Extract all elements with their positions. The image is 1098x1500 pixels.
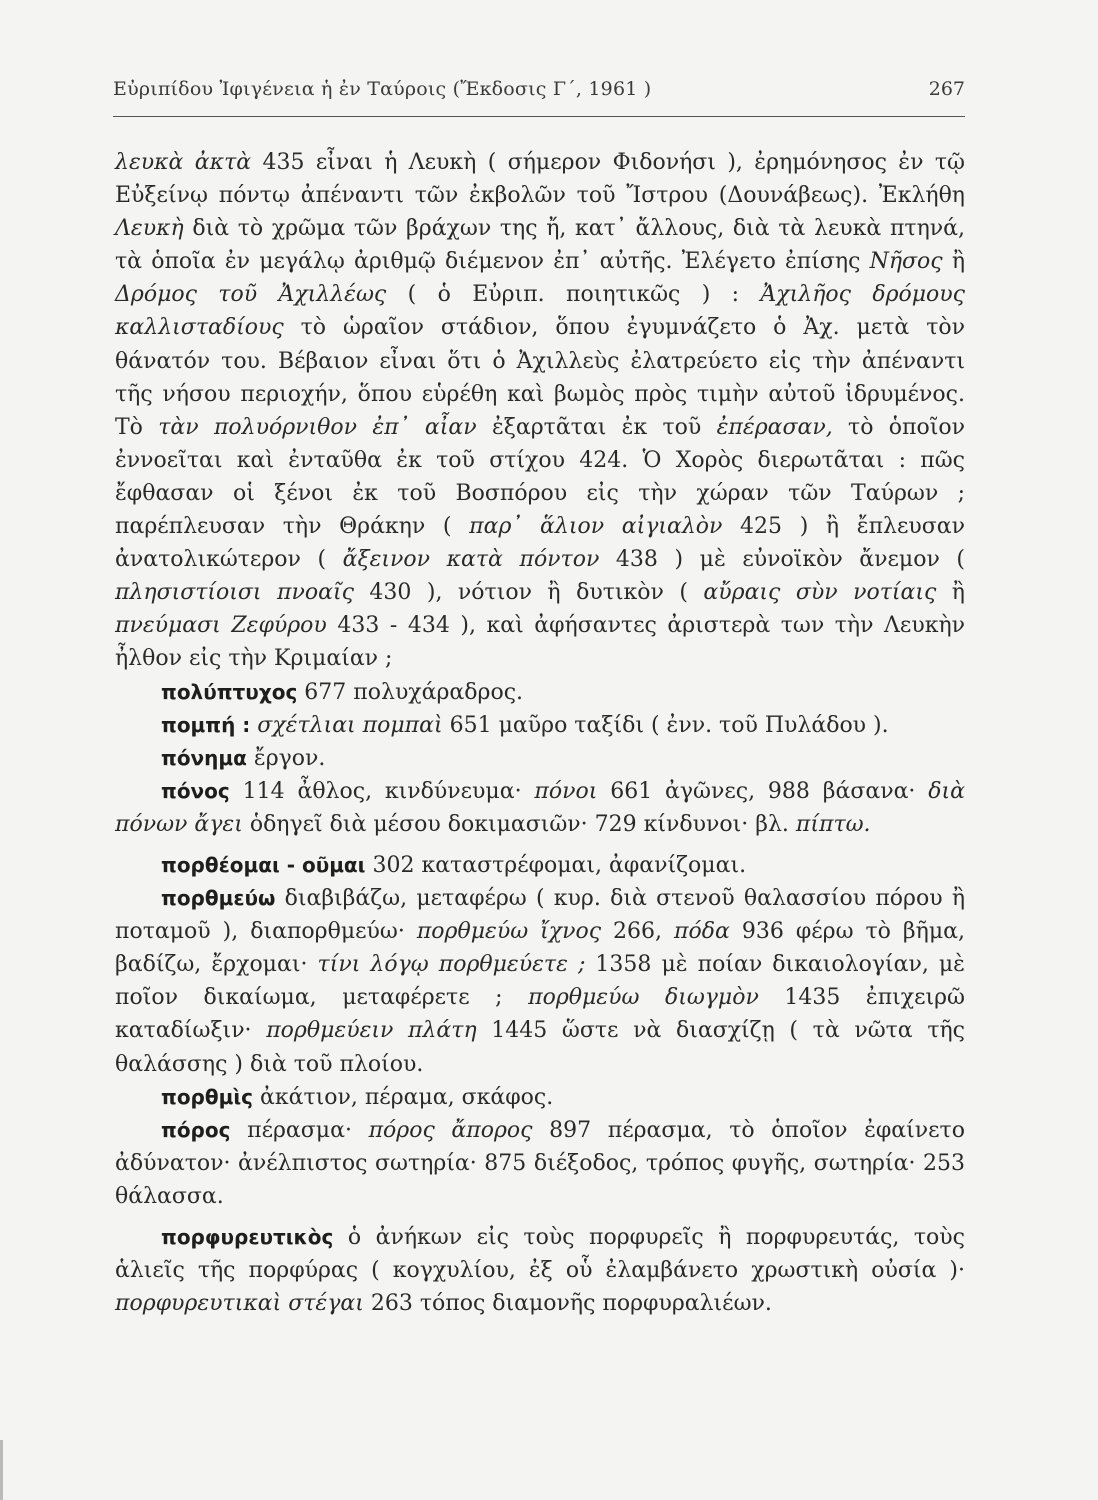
intro-text: αὔραις σὺν νοτίαις xyxy=(703,580,937,606)
intro-text: 438 ) μὲ εὐνοϊκὸν ἄνεμον ( xyxy=(599,547,965,573)
entry-headword: πορφυρευτικὸς xyxy=(161,1225,334,1249)
entry-text: σχέτλιαι πομπαὶ xyxy=(257,712,443,738)
entry-headword: πορθμὶς xyxy=(161,1084,253,1109)
entry-portheomai xyxy=(115,849,965,882)
entry-headword: πόνημα xyxy=(161,745,247,770)
entry-porthmis xyxy=(115,1081,965,1114)
entry-text: 263 τόπος διαμονῆς πορφυραλιέων. xyxy=(363,1291,772,1317)
entry-text: ὁ ἀνήκων εἰς τοὺς πορφυρεῖς ἢ πορφυρευτάς, τοὺς ἁλιεῖς τῆς πορφύρας ( κογχυλίου, ἐξ οὗ ἐλαμβάνετο χρωστικὴ οὐσία )· xyxy=(115,1225,965,1284)
glossary-body xyxy=(115,146,965,1320)
intro-text: διὰ τὸ χρῶμα τῶν βράχων της ἤ, κατ᾽ ἄλλους, διὰ τὰ λευκὰ πτηνά, τὰ ὁποῖα ἐν μεγάλῳ ἀριθμῷ διέμενον ἐπ᾽ αὐτῆς. Ἐλέγετο ἐπίσης xyxy=(115,216,965,275)
entry-text: ἔργον. xyxy=(246,745,326,771)
intro-text: Λευκὴ xyxy=(115,216,184,242)
entry-text: 661 ἀγῶνες, 988 βάσανα· xyxy=(597,778,929,804)
intro-paragraph xyxy=(115,146,965,676)
entry-ponima xyxy=(115,742,965,775)
entry-text: πορθμεύειν πλάτη xyxy=(266,1018,477,1044)
entry-text: πορθμεύω ἴχνος xyxy=(416,919,602,945)
intro-text: ἢ xyxy=(942,249,965,275)
intro-text: ἄξεινον κατὰ πόντον xyxy=(342,547,600,573)
intro-text: Νῆσος xyxy=(869,249,943,275)
intro-text: λευκὰ ἀκτὰ xyxy=(115,150,252,175)
intro-text: Δρόμος τοῦ Ἀχιλλέως xyxy=(115,282,387,308)
entry-porthmevo xyxy=(115,882,965,1081)
entry-poros xyxy=(115,1114,965,1213)
entry-text: 302 καταστρέφομαι, ἀφανίζομαι. xyxy=(365,852,747,878)
entry-text: πίπτω. xyxy=(795,811,871,837)
entry-headword: πορθμεύω xyxy=(161,886,276,911)
entry-headword: πόνος xyxy=(161,778,230,803)
entry-headword: πομπή : xyxy=(161,712,251,737)
page-number: 267 xyxy=(928,78,965,100)
intro-text: ἐξαρτᾶται ἐκ τοῦ xyxy=(476,414,717,440)
entry-polyptychos xyxy=(115,676,965,709)
intro-text: πλησιστίοισι πνοαῖς xyxy=(115,580,354,606)
scan-edge-mark xyxy=(0,1440,3,1500)
entry-text: πορθμεύω διωγμὸν xyxy=(528,985,759,1011)
entry-text: πόδα xyxy=(674,919,730,945)
intro-text: ( ὁ Εὐριπ. ποιητικῶς ) : xyxy=(386,282,761,308)
header-title: Εὐριπίδου Ἰφιγένεια ἡ ἐν Ταύροις (Ἔκδοσις Γ΄, 1961 ) xyxy=(113,78,652,100)
entry-ponos xyxy=(115,775,965,841)
intro-text: παρ᾽ ἅλιον αἰγιαλὸν xyxy=(469,514,723,540)
entry-text: πορφυρευτικαὶ στέγαι xyxy=(115,1291,364,1317)
intro-text: ἐπέρασαν, xyxy=(716,414,833,440)
header-rule xyxy=(113,116,965,117)
entry-text: πόρος ἄπορος xyxy=(368,1117,533,1143)
entry-text: 1358 μὲ ποίαν δικαιολογίαν, μὲ ποῖον δικαίωμα, μεταφέρετε ; xyxy=(115,952,965,1011)
entry-headword: πόρος xyxy=(161,1117,231,1142)
entry-text: 651 μαῦρο ταξίδι ( ἐνν. τοῦ Πυλάδου ). xyxy=(442,712,889,738)
intro-text: πνεύμασι Ζεφύρου xyxy=(115,613,327,639)
intro-text: 433 - 434 ), καὶ ἀφήσαντες ἀριστερὰ των τὴν Λευκὴν ἦλθον εἰς τὴν Κριμαίαν ; xyxy=(115,613,965,672)
entry-text: 1435 ἐπιχειρῶ καταδίωξιν· xyxy=(115,985,966,1044)
entry-text: τίνι λόγῳ πορθμεύετε ; xyxy=(317,952,586,978)
intro-text: 425 ) ἢ ἔπλευσαν ἀνατολικώτερον ( xyxy=(115,514,965,573)
entry-text: διαβιβάζω, μεταφέρω ( κυρ. διὰ στενοῦ θαλασσίου πόρου ἢ ποταμοῦ ), διαπορθμεύω· xyxy=(115,886,965,945)
entry-text: πέρασμα· xyxy=(230,1117,369,1143)
entry-text: 266, xyxy=(601,919,675,945)
intro-text: τὸ ὡραῖον στάδιον, ὅπου ἐγυμνάζετο ὁ Ἀχ. μετὰ τὸν θάνατόν του. Βέβαιον εἶναι ὅτι ὁ Ἀχιλλεὺς ἐλατρεύετο εἰς τὴν ἀπέναντι τῆς νήσου περιοχήν, ὅπου εὑρέθη καὶ βωμὸς πρὸς τιμὴν αὐτοῦ ἱδρυμένος. Τὸ xyxy=(115,315,965,440)
entry-pompi xyxy=(115,709,965,742)
entry-headword: πορθέομαι - οῦμαι xyxy=(161,852,366,877)
intro-text: τὸ ὁποῖον ἐννοεῖται καὶ ἐνταῦθα ἐκ τοῦ στίχου 424. Ὁ Χορὸς διερωτᾶται : πῶς ἔφθασαν οἱ ξένοι ἐκ τοῦ Βοσπόρου εἰς τὴν χώραν τῶν Ταύρων ; παρέπλευσαν τὴν Θράκην ( xyxy=(115,414,965,540)
entry-text: ὁδηγεῖ διὰ μέσου δοκιμασιῶν· 729 κίνδυνοι· βλ. xyxy=(242,811,796,837)
running-header xyxy=(113,78,965,108)
intro-text: τὰν πολυόρνιθον ἐπ᾽ αἶαν xyxy=(158,414,477,440)
intro-text: 435 εἶναι ἡ Λευκὴ ( σήμερον Φιδονήσι ), ἐρημόνησος ἐν τῷ Εὐξείνῳ πόντῳ ἀπέναντι τῶν ἐκβολῶν τοῦ Ἴστρου (Δουνάβεως). Ἐκλήθη xyxy=(115,150,965,209)
entry-porfyreftikos xyxy=(115,1221,965,1320)
entry-text: 114 ἆθλος, κινδύνευμα· xyxy=(229,778,535,804)
entry-text: ἀκάτιον, πέραμα, σκάφος. xyxy=(252,1084,554,1110)
intro-text: 430 ), νότιον ἢ δυτικὸν ( xyxy=(353,580,704,606)
intro-text: Ἀχιλῆος δρόμους καλλισταδίους xyxy=(115,282,965,341)
entry-text: διὰ πόνων ἄγει xyxy=(115,778,966,837)
entry-text: 936 φέρω τὸ βῆμα, βαδίζω, ἔρχομαι· xyxy=(115,919,965,978)
entry-text: 897 πέρασμα, τὸ ὁποῖον ἐφαίνετο ἀδύνατον· ἀνέλπιστος σωτηρία· 875 διέξοδος, τρόπος φυγῆς, σωτηρία· 253 θάλασσα. xyxy=(115,1117,965,1209)
entry-text: 1445 ὥστε νὰ διασχίζῃ ( τὰ νῶτα τῆς θαλάσσης ) διὰ τοῦ πλοίου. xyxy=(115,1018,965,1077)
entry-text: 677 πολυχάραδρος. xyxy=(297,679,524,705)
entry-headword: πολύπτυχος xyxy=(161,679,298,704)
intro-text: ἢ xyxy=(936,580,965,606)
entry-text: πόνοι xyxy=(534,778,598,804)
